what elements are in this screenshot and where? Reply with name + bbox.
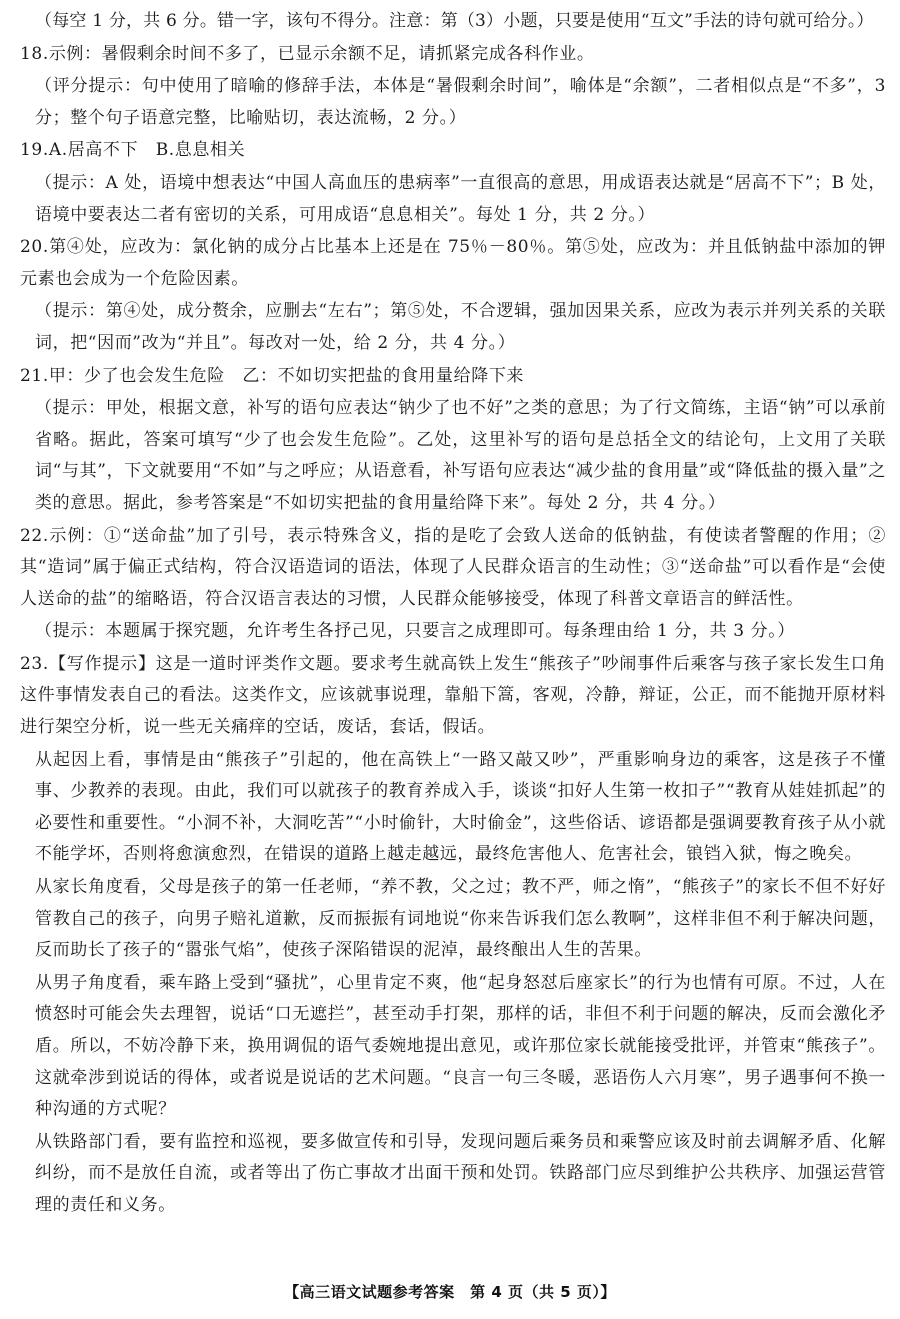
q19-answer: 19.A.居高不下 B.息息相关 [20,140,246,161]
q21-answer: 21.甲：少了也会发生危险 乙：不如切实把盐的食用量给降下来 [20,365,525,386]
q22-hint: （提示：本题属于探究题，允许考生各抒己见，只要言之成理即可。每条理由给 1 分，共 3 分。） [35,621,795,642]
q17-scoring-note: （每空 1 分，共 6 分。错一字，该句不得分。注意：第（3）小题，只要是使用“互文”手法的诗句就可给分。） [35,11,874,31]
q22-answer: 22.示例：①“送命盐”加了引号，表示特殊含义，指的是吃了会致人送命的低钠盐，有使读者警醒的作用；②其“造词”属于偏正式结构，符合汉语造词的语法，体现了人民群众语言的生动性；③“送命盐”可以看作是“会使人送命的盐”的缩略语，符合汉语言表达的习惯，人民群众能够接受，体现了科普文章语言的鲜活性。 [20,525,886,609]
q23-man-paragraph: 从男子角度看，乘车路上受到“骚扰”，心里肯定不爽，他“起身怒怼后座家长”的行为也情有可原。不过，人在愤怒时可能会失去理智，说话“口无遮拦”，甚至动手打架，那样的话，非但不利于问题的解决，反而会激化矛盾。所以，不妨冷静下来，换用调侃的语气委婉地提出意见，或许那位家长就能接受批评，并管束“熊孩子”。这就牵涉到说话的得体，或者说是说话的艺术问题。“良言一句三冬暖，恶语伤人六月寒”，男子遇事何不换一种沟通的方式呢？ [35,972,886,1120]
q21-hint: （提示：甲处，根据文意，补写的语句应表达“钠少了也不好”之类的意思；为了行文简练，主语“钠”可以承前省略。据此，答案可填写“少了也会发生危险”。乙处，这里补写的语句是总括全文的结论句，上文用了关联词“与其”，下文就要用“不如”与之呼应；从语意看，补写语句应表达“减少盐的食用量”或“降低盐的摄入量”之类的意思。据此，参考答案是“不如切实把盐的食用量给降下来”。每处 2 分，共 4 分。） [35,398,886,513]
q23-railway-paragraph: 从铁路部门看，要有监控和巡视，要多做宣传和引导，发现问题后乘务员和乘警应该及时前去调解矛盾、化解纠纷，而不是放任自流，或者等出了伤亡事故才出面干预和处罚。铁路部门应尽到维护公共秩序、加强运营管理的责任和义务。 [35,1131,886,1215]
q19-hint: （提示：A 处，语境中想表达“中国人高血压的患病率”一直很高的意思，用成语表达就是“居高不下”；B 处，语境中要表达二者有密切的关系，可用成语“息息相关”。每处 1 分，共 2 分。） [35,172,886,225]
q23-parent-paragraph: 从家长角度看，父母是孩子的第一任老师，“养不教，父之过；教不严，师之惰”，“熊孩子”的家长不但不好好管教自己的孩子，向男子赔礼道歉，反而振振有词地说“你来告诉我们怎么教啊”，这样非但不利于解决问题，反而助长了孩子的“嚣张气焰”，使孩子深陷错误的泥淖，最终酿出人生的苦果。 [35,877,886,961]
q20-answer: 20.第④处，应改为：氯化钠的成分占比基本上还是在 75％－80％。第⑤处，应改为：并且低钠盐中添加的钾元素也会成为一个危险因素。 [20,237,886,289]
answer-content [20,6,886,1223]
page-footer: 【高三语文试题参考答案 第 4 页（共 5 页）】 [284,1283,616,1301]
q20-hint: （提示：第④处，成分赘余，应删去“左右”；第⑤处，不合逻辑，强加因果关系，应改为表示并列关系的关联词，把“因而”改为“并且”。每改对一处，给 2 分，共 4 分。） [35,301,886,353]
q23-writing-hint: 23.【写作提示】这是一道时评类作文题。要求考生就高铁上发生“熊孩子”吵闹事件后乘客与孩子家长发生口角这件事情发表自己的看法。这类作文，应该就事说理，靠船下篙，客观，冷静，辩证，公正，而不能抛开原材料进行架空分析，说一些无关痛痒的空话，废话，套话，假话。 [20,653,886,738]
q18-answer: 18.示例：暑假剩余时间不多了，已显示余额不足，请抓紧完成各科作业。 [20,43,595,64]
q23-cause-paragraph: 从起因上看，事情是由“熊孩子”引起的，他在高铁上“一路又敲又吵”，严重影响身边的乘客，这是孩子不懂事、少教养的表现。由此，我们可以就孩子的教育养成入手，谈谈“扣好人生第一枚扣子”“教育从娃娃抓起”的必要性和重要性。“小洞不补，大洞吃苦”“小时偷针，大时偷金”，这些俗话、谚语都是强调要教育孩子从小就不能学坏，否则将愈演愈烈，在错误的道路上越走越远，最终危害他人、危害社会，锒铛入狱，悔之晚矣。 [35,749,886,865]
q18-scoring-note: （评分提示：句中使用了暗喻的修辞手法，本体是“暑假剩余时间”，喻体是“余额”，二者相似点是“不多”，3 分；整个句子语意完整，比喻贴切，表达流畅，2 分。） [35,76,886,128]
